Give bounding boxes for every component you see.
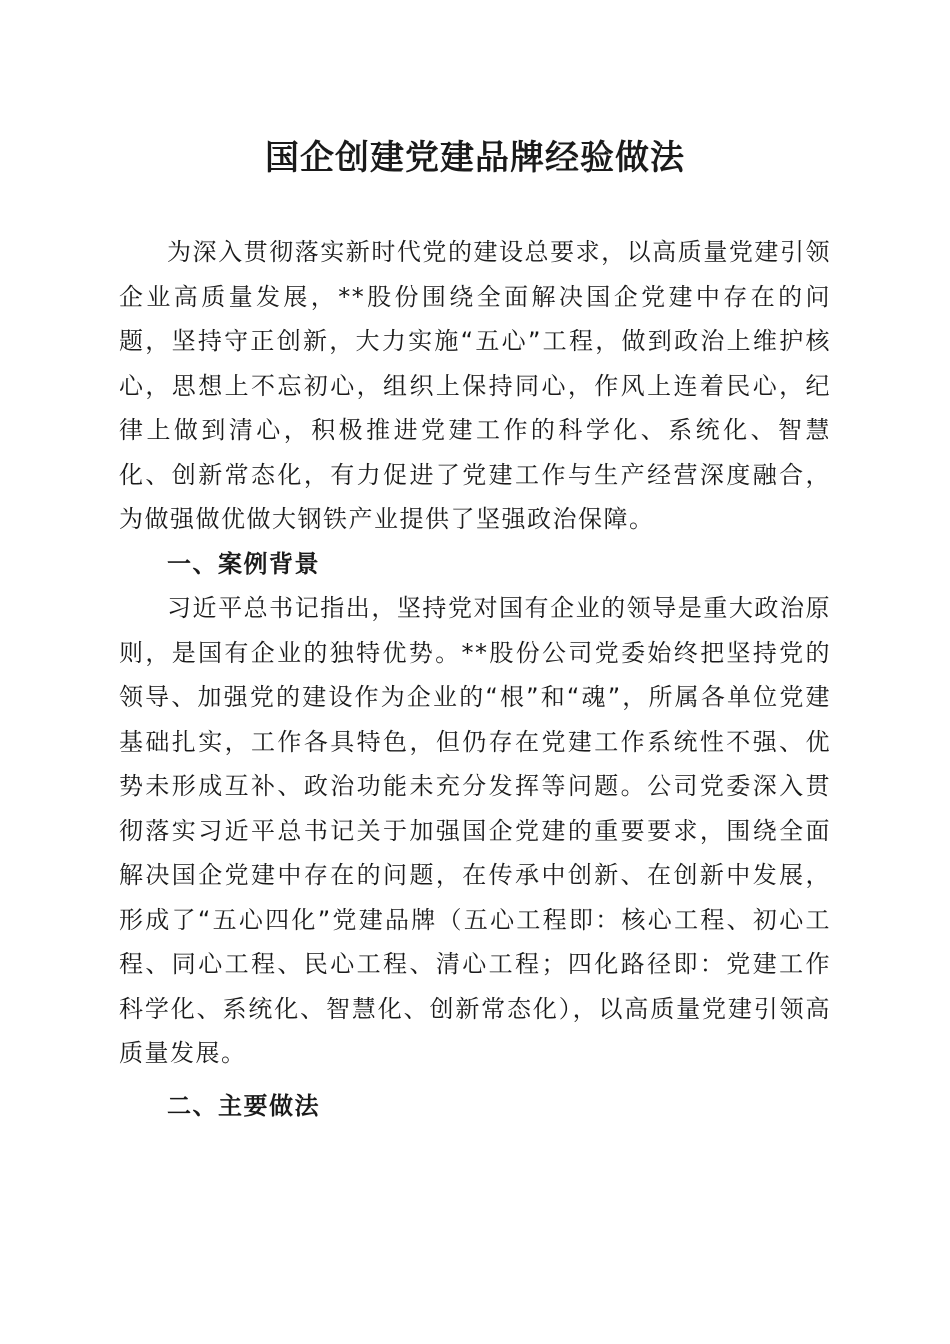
- section-heading-background: 一、案例背景: [167, 549, 320, 578]
- document-title: 国企创建党建品牌经验做法: [265, 138, 685, 178]
- section-heading-main-practices: 二、主要做法: [167, 1091, 320, 1120]
- background-paragraph: 习近平总书记指出，坚持党对国有企业的领导是重大政治原则，是国有企业的独特优势。**股份公司党委始终把坚持党的领导、加强党的建设作为企业的“根”和“魂”，所属各单位党建基础扎实，工作各具特色，但仍存在党建工作系统性不强、优势未形成互补、政治功能未充分发挥等问题。公司党委深入贯彻落实习近平总书记关于加强国企党建的重要要求，围绕全面解决国企党建中存在的问题，在传承中创新、在创新中发展，形成了“五心四化”党建品牌（五心工程即：核心工程、初心工程、同心工程、民心工程、清心工程；四化路径即：党建工作科学化、系统化、智慧化、创新常态化），以高质量党建引领高质量发展。: [119, 594, 831, 1067]
- intro-paragraph: 为深入贯彻落实新时代党的建设总要求，以高质量党建引领企业高质量发展，**股份围绕全面解决国企党建中存在的问题，坚持守正创新，大力实施“五心”工程，做到政治上维护核心，思想上不忘初心，组织上保持同心，作风上连着民心，纪律上做到清心，积极推进党建工作的科学化、系统化、智慧化、创新常态化，有力促进了党建工作与生产经营深度融合，为做强做优做大钢铁产业提供了坚强政治保障。: [119, 238, 831, 533]
- document-body: [119, 230, 831, 1128]
